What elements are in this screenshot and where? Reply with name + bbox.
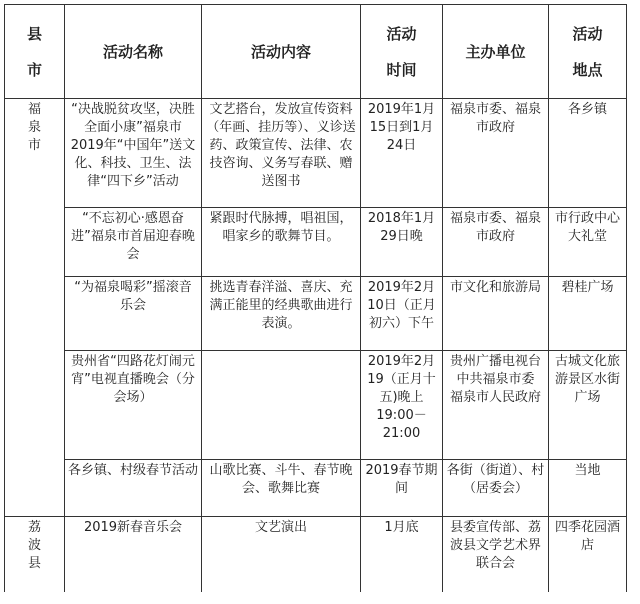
- activity-time-cell: 1月底: [361, 517, 443, 597]
- table-row: [5, 99, 627, 208]
- organizer-line: 中共福泉市委 福泉市人民政府: [449, 372, 548, 405]
- activity-content-cell: 山歌比赛、斗牛、春节晚会、歌舞比赛: [202, 460, 361, 517]
- activity-time-cell: 2019年2月19（正月十五)晚上19:00－21:00: [361, 351, 443, 460]
- county-char: 县: [27, 556, 41, 571]
- organizer-cell: 福泉市委、福泉市政府: [443, 99, 549, 208]
- header-county: [5, 5, 65, 99]
- activity-name-cell: “决战脱贫攻坚，决胜全面小康”福泉市2019年“中国年”送文化、科技、卫生、法律“四下乡”活动: [65, 99, 202, 208]
- organizer-cell: 县委宣传部、荔波县文学艺术界联合会: [443, 517, 549, 597]
- header-location-line: 活动: [572, 24, 603, 43]
- activity-time-cell: 2019年2月10日（正月初六）下午: [361, 277, 443, 351]
- header-county-line: 市: [26, 60, 42, 79]
- county-char: 泉: [27, 120, 41, 135]
- header-county-line: 县: [26, 24, 42, 43]
- organizer-cell: 市文化和旅游局: [443, 277, 549, 351]
- header-activity-content: 活动内容: [202, 5, 361, 99]
- activity-name-cell: “不忘初心·感恩奋进”福泉市首届迎春晚会: [65, 208, 202, 277]
- activity-content-cell: 文艺演出: [202, 517, 361, 597]
- location-cell: 古城文化旅游景区水街广场: [549, 351, 627, 460]
- table-row: [5, 277, 627, 351]
- location-cell: 四季花园酒店: [549, 517, 627, 597]
- table-row: [5, 208, 627, 277]
- header-organizer: 主办单位: [443, 5, 549, 99]
- county-cell-fuquan: [5, 99, 65, 517]
- county-char: 荔: [27, 520, 41, 535]
- organizer-cell: 福泉市委、福泉市政府: [443, 208, 549, 277]
- organizer-cell: 各街（街道）、村（居委会）: [443, 460, 549, 517]
- header-activity-name: 活动名称: [65, 5, 202, 99]
- county-char: 市: [27, 138, 41, 153]
- location-cell: 碧桂广场: [549, 277, 627, 351]
- page-bottom-margin: [0, 592, 640, 604]
- table-row: [5, 517, 627, 597]
- activity-content-cell: 文艺搭台，发放宣传资料（年画、挂历等）、义诊送药、政策宣传、法律、农技咨询、义务写春联、赠送图书: [202, 99, 361, 208]
- activity-content-cell: [202, 351, 361, 460]
- header-location-line: 地点: [572, 60, 603, 79]
- activity-time-cell: 2019春节期间: [361, 460, 443, 517]
- header-location: [549, 5, 627, 99]
- activity-time-cell: 2019年1月15日到1月24日: [361, 99, 443, 208]
- activity-name-cell: 各乡镇、村级春节活动: [65, 460, 202, 517]
- header-row: [5, 5, 627, 99]
- activity-name-cell: “为福泉喝彩”摇滚音乐会: [65, 277, 202, 351]
- location-cell: 当地: [549, 460, 627, 517]
- header-activity-time: [361, 5, 443, 99]
- organizer-cell: [443, 351, 549, 460]
- county-char: 波: [27, 538, 41, 553]
- header-time-line: 时间: [386, 60, 417, 79]
- location-cell: 各乡镇: [549, 99, 627, 208]
- header-time-line: 活动: [386, 24, 417, 43]
- activity-schedule-table: [4, 4, 627, 597]
- table-row: [5, 351, 627, 460]
- activity-name-cell: 2019新春音乐会: [65, 517, 202, 597]
- activity-content-cell: 紧跟时代脉搏，唱祖国，唱家乡的歌舞节目。: [202, 208, 361, 277]
- activity-time-cell: 2018年1月29日晚: [361, 208, 443, 277]
- county-char: 福: [27, 102, 41, 117]
- county-cell-libo: [5, 517, 65, 597]
- organizer-line: 贵州广播电视台: [449, 354, 541, 369]
- table-row: [5, 460, 627, 517]
- activity-name-cell: 贵州省“四路花灯闹元宵”电视直播晚会（分会场）: [65, 351, 202, 460]
- activity-content-cell: 挑选青春洋溢、喜庆、充满正能里的经典歌曲进行表演。: [202, 277, 361, 351]
- location-cell: 市行政中心大礼堂: [549, 208, 627, 277]
